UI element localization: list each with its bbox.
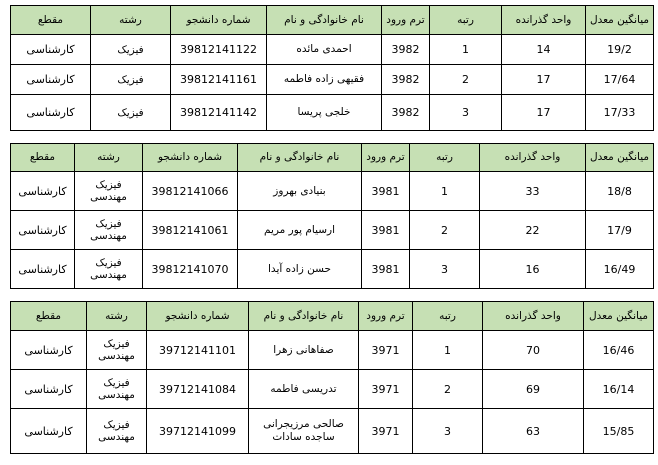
cell-rank: 2 — [430, 65, 502, 95]
header-field: رشته — [91, 6, 171, 35]
cell-units: 69 — [483, 370, 584, 409]
cell-rank: 1 — [430, 35, 502, 65]
cell-level: کارشناسی — [11, 211, 75, 250]
cell-avg: 19/2 — [586, 35, 654, 65]
cell-term: 3971 — [359, 409, 413, 454]
header-level: مقطع — [11, 6, 91, 35]
cell-student-id: 39812141142 — [171, 95, 267, 131]
cell-avg: 18/8 — [586, 172, 654, 211]
cell-term: 3981 — [362, 211, 410, 250]
header-student-id: شماره دانشجو — [143, 144, 238, 172]
cell-name: احمدی مائده — [267, 35, 382, 65]
cell-term: 3982 — [382, 35, 430, 65]
cell-term: 3982 — [382, 95, 430, 131]
table-row — [11, 331, 654, 370]
cell-units: 17 — [502, 65, 586, 95]
header-term: ترم ورود — [362, 144, 410, 172]
ranking-table-1 — [10, 5, 654, 131]
cell-avg: 16/14 — [584, 370, 654, 409]
header-field: رشته — [87, 302, 147, 331]
cell-field: فیزیک — [91, 95, 171, 131]
cell-units: 14 — [502, 35, 586, 65]
cell-term: 3982 — [382, 65, 430, 95]
cell-level: کارشناسی — [11, 409, 87, 454]
cell-avg: 17/64 — [586, 65, 654, 95]
cell-level: کارشناسی — [11, 370, 87, 409]
cell-student-id: 39712141099 — [147, 409, 249, 454]
cell-name: تدریسی فاطمه — [249, 370, 359, 409]
header-units: واحد گذرانده — [502, 6, 586, 35]
cell-field: فیزیک مهندسی — [87, 370, 147, 409]
header-student-id: شماره دانشجو — [171, 6, 267, 35]
table-header-row — [11, 302, 654, 331]
cell-term: 3971 — [359, 331, 413, 370]
cell-field: فیزیک مهندسی — [75, 250, 143, 289]
table-row — [11, 211, 654, 250]
cell-name: حسن زاده آیدا — [238, 250, 362, 289]
cell-level: کارشناسی — [11, 331, 87, 370]
header-name: نام خانوادگی و نام — [238, 144, 362, 172]
header-term: ترم ورود — [382, 6, 430, 35]
ranking-table-2 — [10, 143, 654, 289]
ranking-table-3 — [10, 301, 654, 454]
cell-avg: 16/46 — [584, 331, 654, 370]
cell-level: کارشناسی — [11, 95, 91, 131]
cell-field: فیزیک — [91, 35, 171, 65]
cell-field: فیزیک مهندسی — [87, 409, 147, 454]
cell-name: فقیهی زاده فاطمه — [267, 65, 382, 95]
table-row — [11, 370, 654, 409]
cell-units: 22 — [480, 211, 586, 250]
header-avg: میانگین معدل — [586, 6, 654, 35]
cell-avg: 16/49 — [586, 250, 654, 289]
cell-student-id: 39712141101 — [147, 331, 249, 370]
cell-student-id: 39812141066 — [143, 172, 238, 211]
cell-student-id: 39812141122 — [171, 35, 267, 65]
table-row — [11, 65, 654, 95]
cell-student-id: 39712141084 — [147, 370, 249, 409]
header-rank: رتبه — [430, 6, 502, 35]
table-row — [11, 35, 654, 65]
cell-units: 63 — [483, 409, 584, 454]
header-avg: میانگین معدل — [584, 302, 654, 331]
cell-rank: 2 — [410, 211, 480, 250]
cell-student-id: 39812141061 — [143, 211, 238, 250]
cell-field: فیزیک — [91, 65, 171, 95]
cell-units: 33 — [480, 172, 586, 211]
header-name: نام خانوادگی و نام — [267, 6, 382, 35]
table-row — [11, 95, 654, 131]
table-row — [11, 409, 654, 454]
cell-rank: 3 — [430, 95, 502, 131]
header-units: واحد گذرانده — [483, 302, 584, 331]
cell-level: کارشناسی — [11, 65, 91, 95]
cell-field: فیزیک مهندسی — [75, 211, 143, 250]
cell-units: 70 — [483, 331, 584, 370]
cell-term: 3981 — [362, 250, 410, 289]
cell-name: صالحی مرزیجرانی ساجده سادات — [249, 409, 359, 454]
cell-name: ارسیام پور مریم — [238, 211, 362, 250]
header-avg: میانگین معدل — [586, 144, 654, 172]
cell-units: 16 — [480, 250, 586, 289]
header-units: واحد گذرانده — [480, 144, 586, 172]
cell-rank: 2 — [413, 370, 483, 409]
cell-name: صفاهانی زهرا — [249, 331, 359, 370]
cell-name: بنیادی بهروز — [238, 172, 362, 211]
cell-student-id: 39812141161 — [171, 65, 267, 95]
cell-rank: 3 — [413, 409, 483, 454]
cell-term: 3971 — [359, 370, 413, 409]
cell-student-id: 39812141070 — [143, 250, 238, 289]
header-level: مقطع — [11, 302, 87, 331]
cell-units: 17 — [502, 95, 586, 131]
table-header-row — [11, 6, 654, 35]
cell-avg: 15/85 — [584, 409, 654, 454]
cell-term: 3981 — [362, 172, 410, 211]
cell-level: کارشناسی — [11, 250, 75, 289]
cell-avg: 17/33 — [586, 95, 654, 131]
cell-name: خلجی پریسا — [267, 95, 382, 131]
table-row — [11, 172, 654, 211]
cell-level: کارشناسی — [11, 35, 91, 65]
cell-rank: 1 — [413, 331, 483, 370]
header-level: مقطع — [11, 144, 75, 172]
cell-rank: 1 — [410, 172, 480, 211]
header-rank: رتبه — [413, 302, 483, 331]
cell-field: فیزیک مهندسی — [75, 172, 143, 211]
cell-avg: 17/9 — [586, 211, 654, 250]
table-row — [11, 250, 654, 289]
cell-rank: 3 — [410, 250, 480, 289]
header-field: رشته — [75, 144, 143, 172]
header-student-id: شماره دانشجو — [147, 302, 249, 331]
header-term: ترم ورود — [359, 302, 413, 331]
header-name: نام خانوادگی و نام — [249, 302, 359, 331]
table-header-row — [11, 144, 654, 172]
header-rank: رتبه — [410, 144, 480, 172]
cell-level: کارشناسی — [11, 172, 75, 211]
cell-field: فیزیک مهندسی — [87, 331, 147, 370]
